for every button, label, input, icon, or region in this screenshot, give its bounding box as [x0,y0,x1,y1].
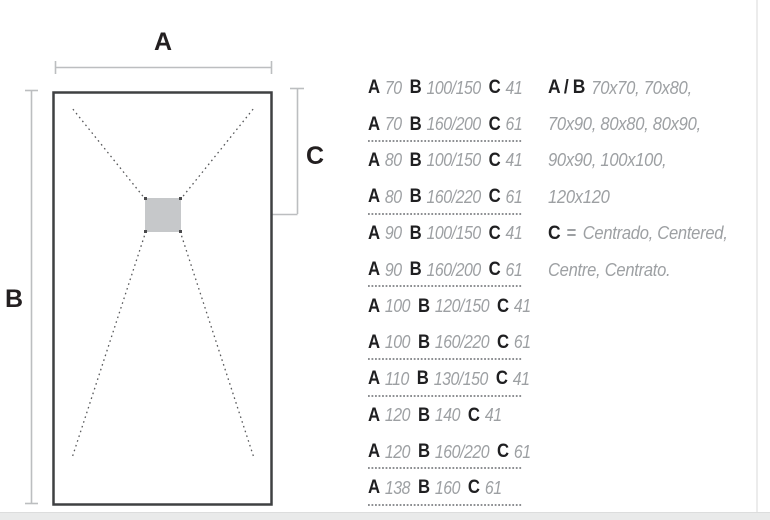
legend-bold-label: A / B [548,77,585,99]
dimension-letter: C [495,368,508,390]
legend-text: 70x70, 70x80, [591,77,692,98]
dimension-value: 80 [384,150,402,171]
size-row [368,361,530,397]
dimension-value: 120/150 [434,296,490,317]
legend-text: 70x90, 80x80, 80x90, [548,114,701,135]
dimension-letter: C [467,477,480,499]
size-table [368,70,546,507]
dimension-value: 41 [505,150,523,171]
dimension-diagram [0,0,360,520]
size-row [368,106,525,142]
dimension-value: 61 [505,186,523,207]
dimension-value: 80 [384,186,402,207]
dimension-line-b [25,90,38,504]
dimension-value: 160/220 [434,332,490,353]
dimension-value: 70 [384,77,402,98]
size-row [368,470,525,506]
dimension-letter: B [409,77,422,99]
size-row [368,216,525,252]
dimension-letter: C [497,331,509,353]
dimension-value: 61 [505,259,523,280]
dimension-value: 160/200 [426,259,481,280]
dimension-value: 100/150 [426,223,481,244]
dimension-value: 130/150 [433,368,488,389]
dimension-value: 100/150 [426,77,481,98]
legend-line [548,106,750,142]
dimension-letter: B [409,222,422,244]
size-legend [548,70,768,288]
dimension-letter: C [497,295,509,317]
size-row [368,70,525,106]
dimension-letter: B [409,149,422,171]
label-dimension-b: B [5,285,24,313]
dimension-letter: B [417,477,430,499]
dimension-letter: C [488,113,501,135]
size-row [368,434,531,470]
dimension-value: 61 [505,114,523,135]
page-right-edge [756,0,758,513]
tray-outline [54,93,272,505]
dimension-letter: C [488,186,501,208]
dimension-letter: A [368,368,380,390]
dimension-value: 41 [484,405,502,426]
dimension-letter: A [368,222,380,244]
dimension-letter: C [467,404,480,426]
legend-text: Centre, Centrato. [548,259,671,280]
dimension-letter: A [368,77,380,99]
dimension-letter: B [417,404,430,426]
dimension-letter: C [497,441,509,463]
dimension-value: 100 [384,296,411,317]
dimension-letter: A [368,259,380,281]
dimension-value: 61 [513,332,531,353]
legend-text: Centrado, Centered, [582,223,728,244]
dimension-value: 90 [384,259,402,280]
dimension-letter: B [409,113,422,135]
dimension-letter: B [416,368,429,390]
dimension-letter: B [417,441,430,463]
dimension-letter: A [368,113,380,135]
legend-line [548,70,750,106]
dimension-value: 100/150 [426,150,481,171]
legend-line [548,252,750,288]
dimension-value: 41 [513,296,531,317]
dimension-value: 160 [434,477,461,498]
dimension-letter: B [417,295,430,317]
legend-bold-label: C [548,222,561,244]
dimension-value: 160/200 [426,114,481,135]
legend-line [548,179,750,215]
legend-equals-sign: = [566,223,577,244]
dimension-letter: A [368,477,380,499]
dimension-letter: B [409,186,422,208]
legend-line [548,216,750,252]
size-row [368,179,525,215]
size-row [368,143,525,179]
dimension-letter: A [368,295,380,317]
dimension-letter: C [488,259,501,281]
page-bottom-edge [0,512,770,520]
dimension-letter: A [368,441,380,463]
dimension-value: 140 [434,405,461,426]
legend-text: 90x90, 100x100, [548,150,667,171]
dimension-value: 120 [384,441,411,462]
dimension-letter: B [417,331,430,353]
size-row [368,325,531,361]
dimension-letter: C [488,77,501,99]
dimension-line-a [55,61,272,74]
dimension-letter: C [488,149,501,171]
dimension-value: 41 [505,223,523,244]
dimension-value: 41 [512,368,530,389]
dimension-letter: A [368,149,380,171]
dimension-value: 41 [505,77,523,98]
dimension-value: 61 [513,441,531,462]
dimension-letter: A [368,404,380,426]
size-row [368,252,525,288]
size-row [368,288,531,324]
dimension-value: 120 [384,405,411,426]
dimension-value: 90 [384,223,402,244]
dimension-value: 61 [484,477,502,498]
dimension-value: 100 [384,332,411,353]
drain-square [145,198,181,232]
dimension-letter: B [409,259,422,281]
dimension-value: 138 [384,477,411,498]
dimension-letter: A [368,186,380,208]
dimension-value: 160/220 [426,186,481,207]
dimension-letter: A [368,331,380,353]
dimension-letter: C [488,222,501,244]
dimension-value: 70 [384,114,402,135]
size-row [368,398,525,434]
dimension-value: 160/220 [434,441,490,462]
dimension-value: 110 [384,368,409,389]
legend-text: 120x120 [548,186,610,207]
legend-line [548,143,750,179]
label-dimension-a: A [153,28,173,56]
label-dimension-c: C [306,142,325,170]
